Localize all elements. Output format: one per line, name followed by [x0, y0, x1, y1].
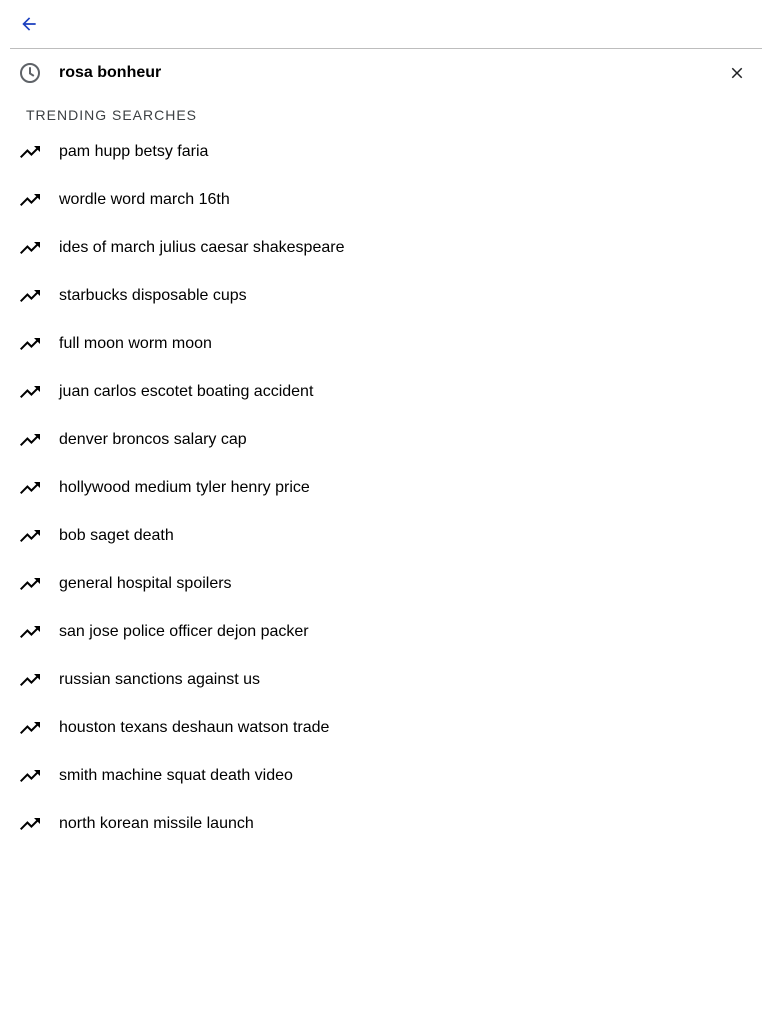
trending-up-icon: [18, 380, 42, 404]
trending-item-label: houston texans deshaun watson trade: [59, 719, 330, 736]
trending-up-icon: [18, 428, 42, 452]
trending-up-icon: [18, 188, 42, 212]
trending-up-icon: [18, 476, 42, 500]
trending-item[interactable]: [0, 272, 768, 320]
trending-item-label: general hospital spoilers: [59, 575, 232, 592]
trending-item-label: starbucks disposable cups: [59, 287, 247, 304]
recent-search-row[interactable]: [0, 49, 768, 97]
trending-item-label: smith machine squat death video: [59, 767, 293, 784]
trending-up-icon: [18, 764, 42, 788]
back-button[interactable]: [14, 9, 44, 39]
trending-up-icon: [18, 236, 42, 260]
trending-item-label: north korean missile launch: [59, 815, 254, 832]
trending-item-label: full moon worm moon: [59, 335, 212, 352]
history-icon: [18, 61, 42, 85]
trending-up-icon: [18, 572, 42, 596]
trending-item-label: juan carlos escotet boating accident: [59, 383, 314, 400]
trending-up-icon: [18, 812, 42, 836]
trending-item-label: hollywood medium tyler henry price: [59, 479, 310, 496]
trending-item[interactable]: [0, 368, 768, 416]
trending-item[interactable]: [0, 512, 768, 560]
clear-recent-button[interactable]: [722, 58, 752, 88]
trending-up-icon: [18, 716, 42, 740]
trending-item-label: denver broncos salary cap: [59, 431, 247, 448]
trending-item[interactable]: [0, 656, 768, 704]
trending-item-label: bob saget death: [59, 527, 174, 544]
search-header: [0, 0, 768, 48]
trending-item[interactable]: [0, 224, 768, 272]
trending-item[interactable]: [0, 800, 768, 848]
trending-item-label: ides of march julius caesar shakespeare: [59, 239, 345, 256]
trending-item-label: russian sanctions against us: [59, 671, 260, 688]
close-icon: [728, 64, 746, 82]
trending-list: [0, 128, 768, 848]
recent-search-query: rosa bonheur: [59, 64, 162, 81]
trending-item[interactable]: [0, 464, 768, 512]
trending-item[interactable]: [0, 704, 768, 752]
trending-item-label: pam hupp betsy faria: [59, 143, 209, 160]
trending-item-label: wordle word march 16th: [59, 191, 230, 208]
trending-up-icon: [18, 332, 42, 356]
trending-item[interactable]: [0, 176, 768, 224]
trending-searches-title: TRENDING SEARCHES: [26, 107, 198, 123]
trending-item[interactable]: [0, 320, 768, 368]
trending-item[interactable]: [0, 128, 768, 176]
trending-item[interactable]: [0, 608, 768, 656]
trending-up-icon: [18, 524, 42, 548]
trending-item-label: san jose police officer dejon packer: [59, 623, 309, 640]
trending-item[interactable]: [0, 560, 768, 608]
trending-item[interactable]: [0, 752, 768, 800]
trending-up-icon: [18, 620, 42, 644]
arrow-left-icon: [19, 14, 39, 34]
trending-item[interactable]: [0, 416, 768, 464]
trending-up-icon: [18, 284, 42, 308]
trending-up-icon: [18, 668, 42, 692]
trending-up-icon: [18, 140, 42, 164]
